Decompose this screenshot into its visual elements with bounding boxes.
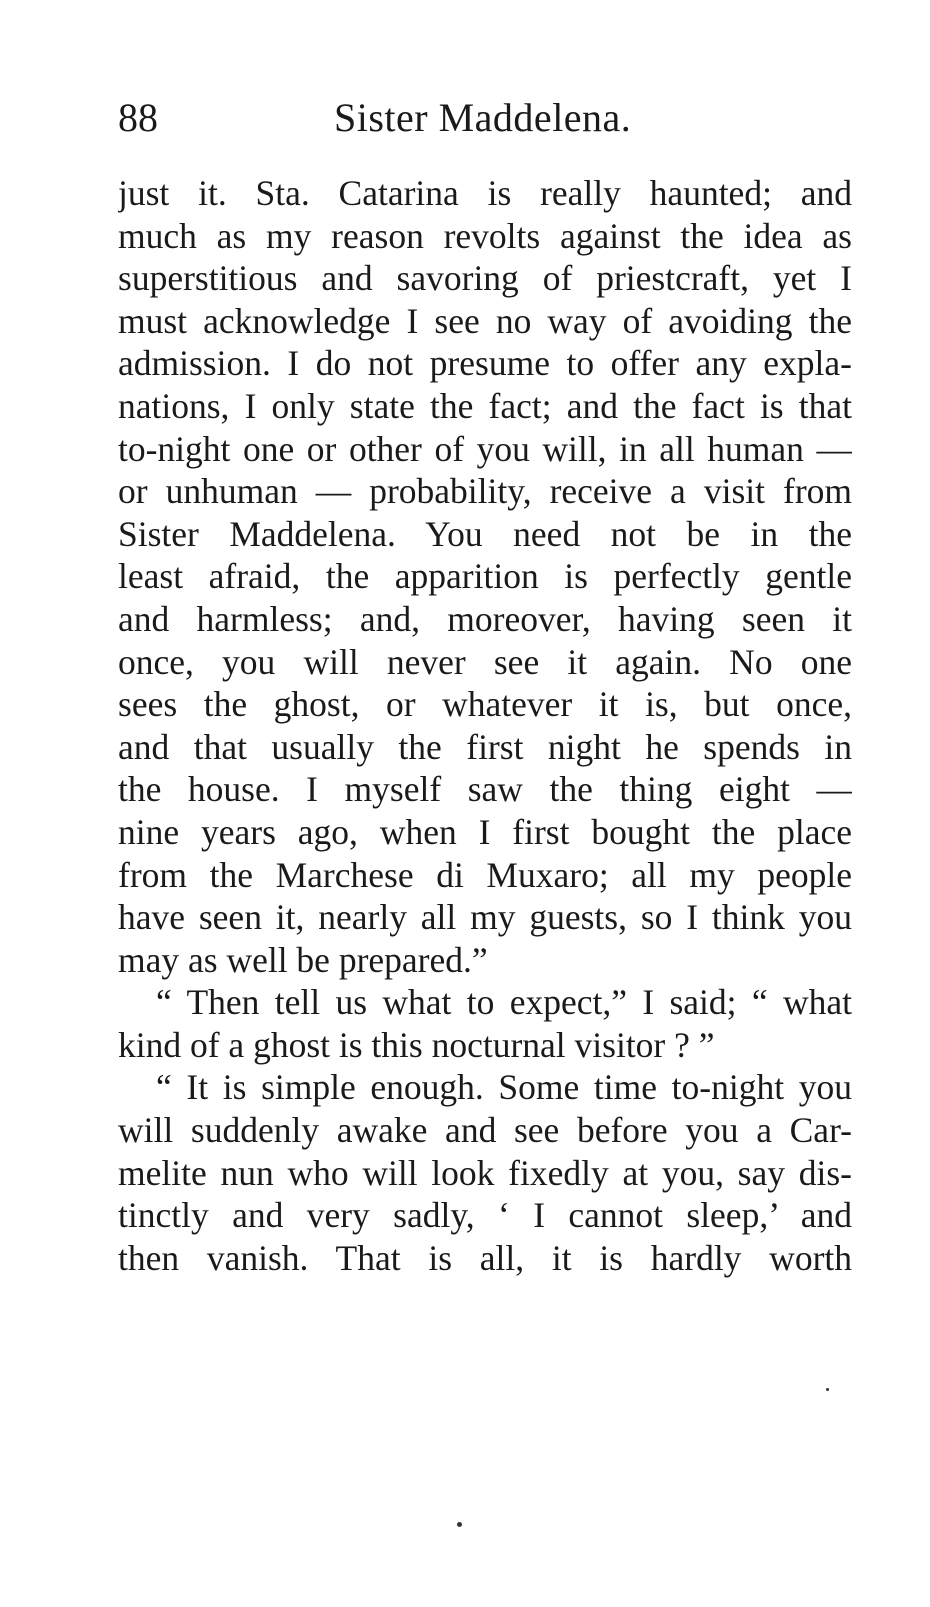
body-text (118, 172, 852, 1279)
running-title: Sister Maddelena. (334, 95, 632, 140)
text-line: tinctly and very sadly, ‘ I cannot sleep,’ and (118, 1195, 852, 1236)
text-line: kind of a ghost is this nocturnal visitor ? ” (118, 1024, 715, 1065)
text-line: then vanish. That is all, it is hardly worth (118, 1237, 852, 1278)
text-line: sees the ghost, or whatever it is, but once, (118, 684, 852, 725)
text-line: superstitious and savoring of priestcraft, yet I (118, 258, 852, 299)
page-number: 88 (118, 95, 158, 140)
text-line: admission. I do not presume to offer any expla- (118, 343, 852, 384)
text-line: melite nun who will look fixedly at you, say dis- (118, 1152, 852, 1193)
text-line: much as my reason revolts against the idea as (118, 215, 852, 256)
text-line: and harmless; and, moreover, having seen it (118, 598, 852, 639)
text-line: or unhuman — probability, receive a visit from (118, 471, 852, 512)
running-head (118, 88, 852, 148)
text-line: least afraid, the apparition is perfectly gentle (118, 556, 852, 597)
text-line: just it. Sta. Catarina is really haunted; and (118, 173, 852, 213)
text-line: nine years ago, when I first bought the place (118, 811, 852, 852)
text-line: have seen it, nearly all my guests, so I think you (118, 897, 852, 938)
text-line: nations, I only state the fact; and the fact is that (118, 385, 852, 426)
text-line: the house. I myself saw the thing eight — (118, 769, 852, 810)
ink-speck (457, 1522, 462, 1527)
text-line: and that usually the first night he spends in (118, 726, 852, 767)
text-line: from the Marchese di Muxaro; all my people (118, 854, 852, 895)
text-line: may as well be prepared.” (118, 939, 488, 980)
text-line: to-night one or other of you will, in all human — (118, 428, 852, 469)
text-line: must acknowledge I see no way of avoiding the (118, 300, 852, 341)
text-line: “ It is simple enough. Some time to-night you (156, 1067, 852, 1108)
text-line: “ Then tell us what to expect,” I said; “ what (156, 982, 852, 1023)
text-line: once, you will never see it again. No one (118, 641, 852, 682)
text-line: will suddenly awake and see before you a Car- (118, 1110, 852, 1151)
ink-speck (826, 1388, 829, 1391)
text-line: Sister Maddelena. You need not be in the (118, 513, 852, 554)
